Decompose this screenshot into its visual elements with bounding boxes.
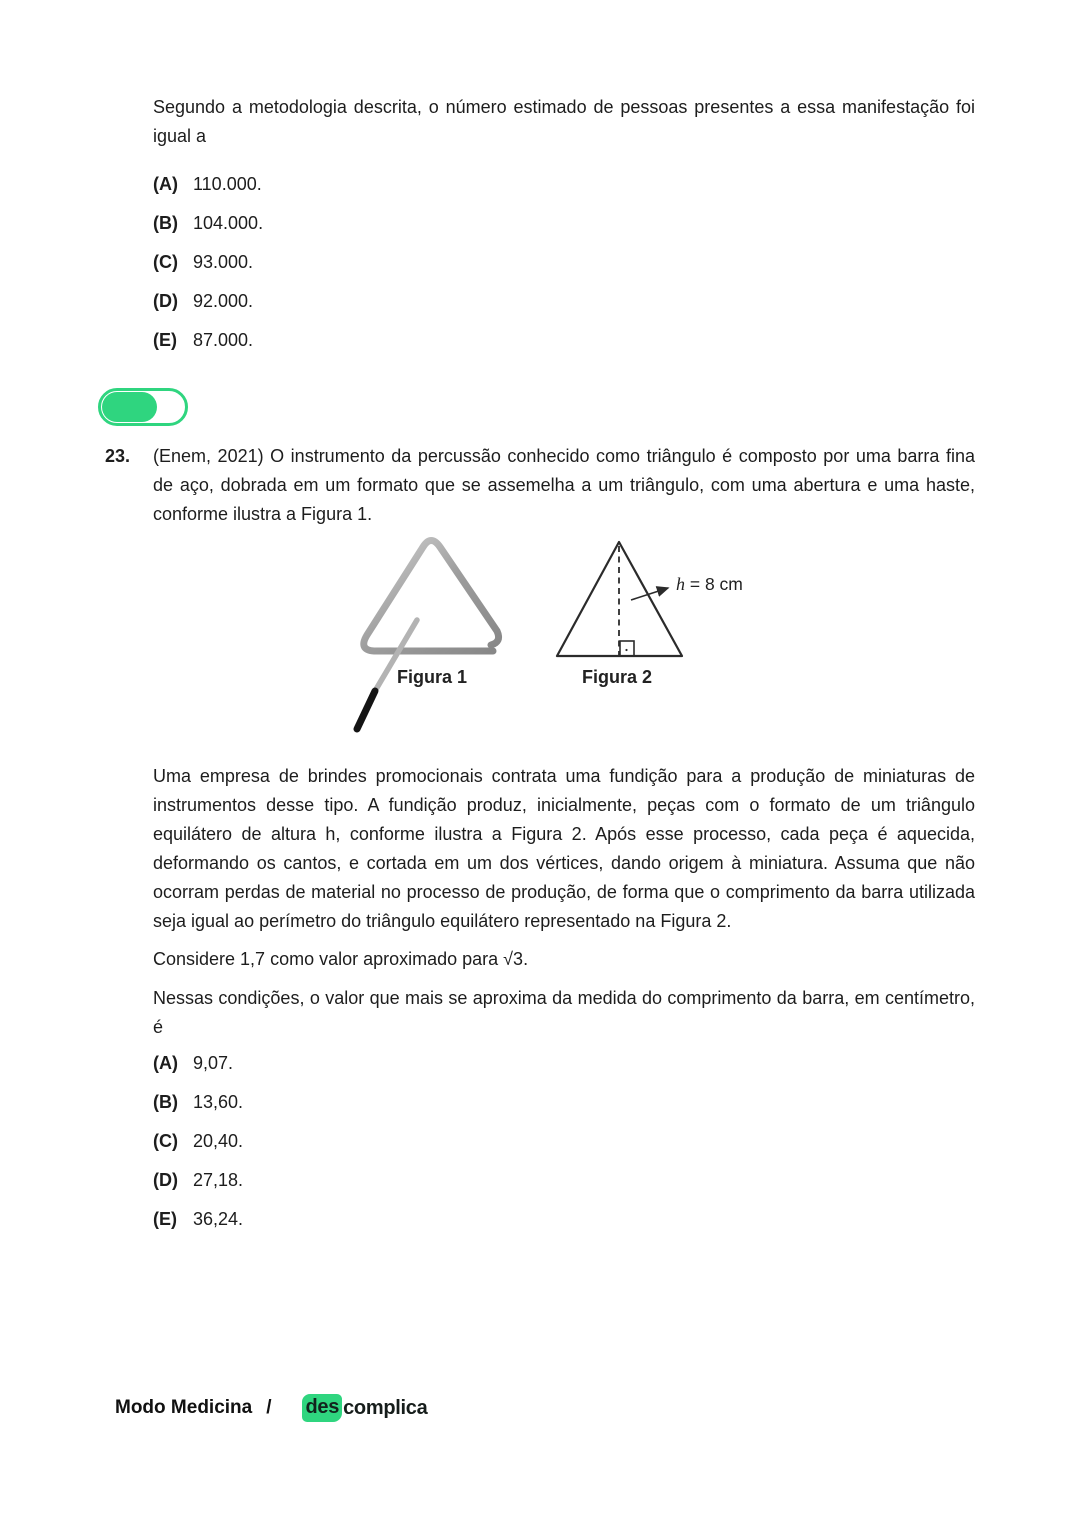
option-row-d (153, 287, 975, 316)
toggle-switch[interactable] (98, 388, 188, 426)
question-23 (105, 442, 975, 529)
option-letter: (D) (153, 1170, 178, 1190)
option-row-a (153, 1049, 975, 1078)
option-value: 13,60. (193, 1092, 244, 1112)
option-value: 27,18. (193, 1170, 244, 1190)
option-row-e (153, 1205, 975, 1234)
logo-complica-text: complica (343, 1396, 428, 1419)
option-row-d (153, 1166, 975, 1195)
figure1-caption: Figura 1 (397, 667, 468, 687)
option-value: 9,07. (193, 1053, 234, 1073)
figure2-caption: Figura 2 (582, 667, 653, 687)
footer-mode-label: Modo Medicina (115, 1397, 253, 1418)
footer-separator: / (266, 1397, 272, 1418)
option-letter: (B) (153, 213, 178, 233)
right-angle-mark (620, 641, 634, 656)
height-value: = 8 cm (685, 574, 743, 594)
equilateral-triangle-diagram (545, 538, 690, 663)
option-letter: (A) (153, 1053, 178, 1073)
beater-handle (357, 691, 375, 729)
option-value: 110.000. (193, 174, 262, 194)
logo-des-badge: des (302, 1394, 343, 1422)
option-row-a (153, 170, 975, 199)
descomplica-logo (302, 1394, 428, 1422)
option-letter: (D) (153, 291, 178, 311)
page-footer (115, 1394, 427, 1422)
question-paragraph: Uma empresa de brindes promocionais contrata uma fundição para a produção de miniaturas de instrumentos desse tipo. A fundição produz, inicialmente, peças com o formato de um triângulo equilátero de altura h, conforme ilustra a Figura 2. Após esse processo, cada peça é aquecida, deformando os cantos, e cortada em um dos vértices, dando origem à miniatura. Assuma que não ocorram perdas de material no processo de produção, de forma que o comprimento da barra utilizada seja igual ao perímetro do triângulo equilátero representado na Figura 2. (153, 766, 975, 931)
triangle-instrument-illustration (340, 528, 515, 753)
option-value: 20,40. (193, 1131, 244, 1151)
option-value: 92.000. (193, 291, 254, 311)
intro-question-text: Segundo a metodologia descrita, o número estimado de pessoas presentes a essa manifestação foi igual a (153, 97, 975, 146)
option-row-e (153, 326, 975, 355)
option-letter: (A) (153, 174, 178, 194)
option-row-b (153, 209, 975, 238)
option-value: 104.000. (193, 213, 264, 233)
option-row-c (153, 248, 975, 277)
question-statement: (Enem, 2021) O instrumento da percussão conhecido como triângulo é composto por uma barra fina de aço, dobrada em um formato que se assemelha a um triângulo, com uma abertura e uma haste, conforme ilustra a Figura 1. (153, 446, 975, 524)
question-number: 23. (105, 446, 131, 466)
option-row-b (153, 1088, 975, 1117)
option-letter: (E) (153, 1209, 177, 1229)
figures-area (0, 527, 1080, 759)
height-symbol: h (676, 574, 685, 594)
triangle-frame (364, 541, 499, 652)
option-letter: (C) (153, 1131, 178, 1151)
intro-options-list (153, 170, 975, 355)
option-letter: (C) (153, 252, 178, 272)
option-value: 87.000. (193, 330, 254, 350)
option-letter: (B) (153, 1092, 178, 1112)
question23-options-list (153, 1049, 975, 1234)
option-row-c (153, 1127, 975, 1156)
question-prompt: Nessas condições, o valor que mais se aproxima da medida do comprimento da barra, em centímetro, é (153, 988, 975, 1037)
sqrt-approximation-note: Considere 1,7 como valor aproximado para √3. (153, 949, 529, 969)
toggle-knob (102, 392, 157, 422)
right-angle-dot (625, 649, 627, 651)
option-value: 93.000. (193, 252, 254, 272)
option-letter: (E) (153, 330, 177, 350)
height-value-label (676, 574, 743, 595)
option-value: 36,24. (193, 1209, 244, 1229)
